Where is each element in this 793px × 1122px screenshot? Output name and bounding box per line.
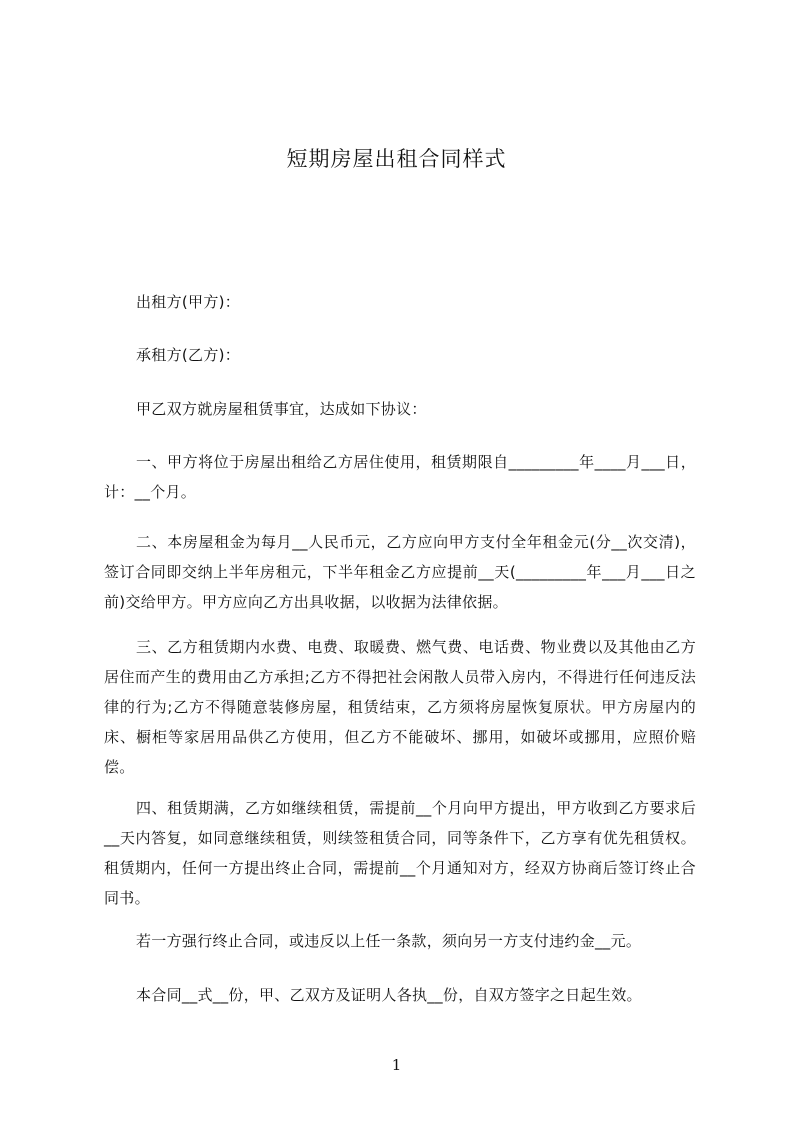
lessee-line: 承租方(乙方)： [136,346,241,364]
penalty-paragraph: 若一方强行终止合同，或违反以上任一条款，须向另一方支付违约金__元。 [136,932,642,950]
page-number: 1 [391,1056,402,1074]
clause-2: 二、本房屋租金为每月__人民币元，乙方应向甲方支付全年租金元(分__次交清)，签订合同即交纳上半年房租元，下半年租金乙方应提前__天(_________年___月___日之前)交给甲方。甲方应向乙方出具收据，以收据为法律依据。 [104,533,696,611]
document-title: 短期房屋出租合同样式 [286,147,507,171]
intro-paragraph: 甲乙双方就房屋租赁事宜，达成如下协议： [136,400,427,418]
clause-1: 一、甲方将位于房屋出租给乙方居住使用，租赁期限自_________年____月___日，计：__个月。 [104,453,696,501]
clause-4: 四、租赁期满，乙方如继续租赁，需提前__个月向甲方提出，甲方收到乙方要求后__天内答复，如同意继续租赁，则续签租赁合同，同等条件下，乙方享有优先租赁权。租赁期内，任何一方提出终止合同，需提前__个月通知对方，经双方协商后签订终止合同书。 [104,799,696,907]
clause-3: 三、乙方租赁期内水费、电费、取暖费、燃气费、电话费、物业费以及其他由乙方居住而产生的费用由乙方承担;乙方不得把社会闲散人员带入房内，不得进行任何违反法律的行为;乙方不得随意装修房屋，租赁结束，乙方须将房屋恢复原状。甲方房屋内的床、橱柜等家居用品供乙方使用，但乙方不能破坏、挪用，如破坏或挪用，应照价赔偿。 [104,638,696,776]
copies-paragraph: 本合同__式__份，甲、乙双方及证明人各执__份，自双方签字之日起生效。 [136,986,642,1004]
lessor-line: 出租方(甲方)： [136,293,241,311]
